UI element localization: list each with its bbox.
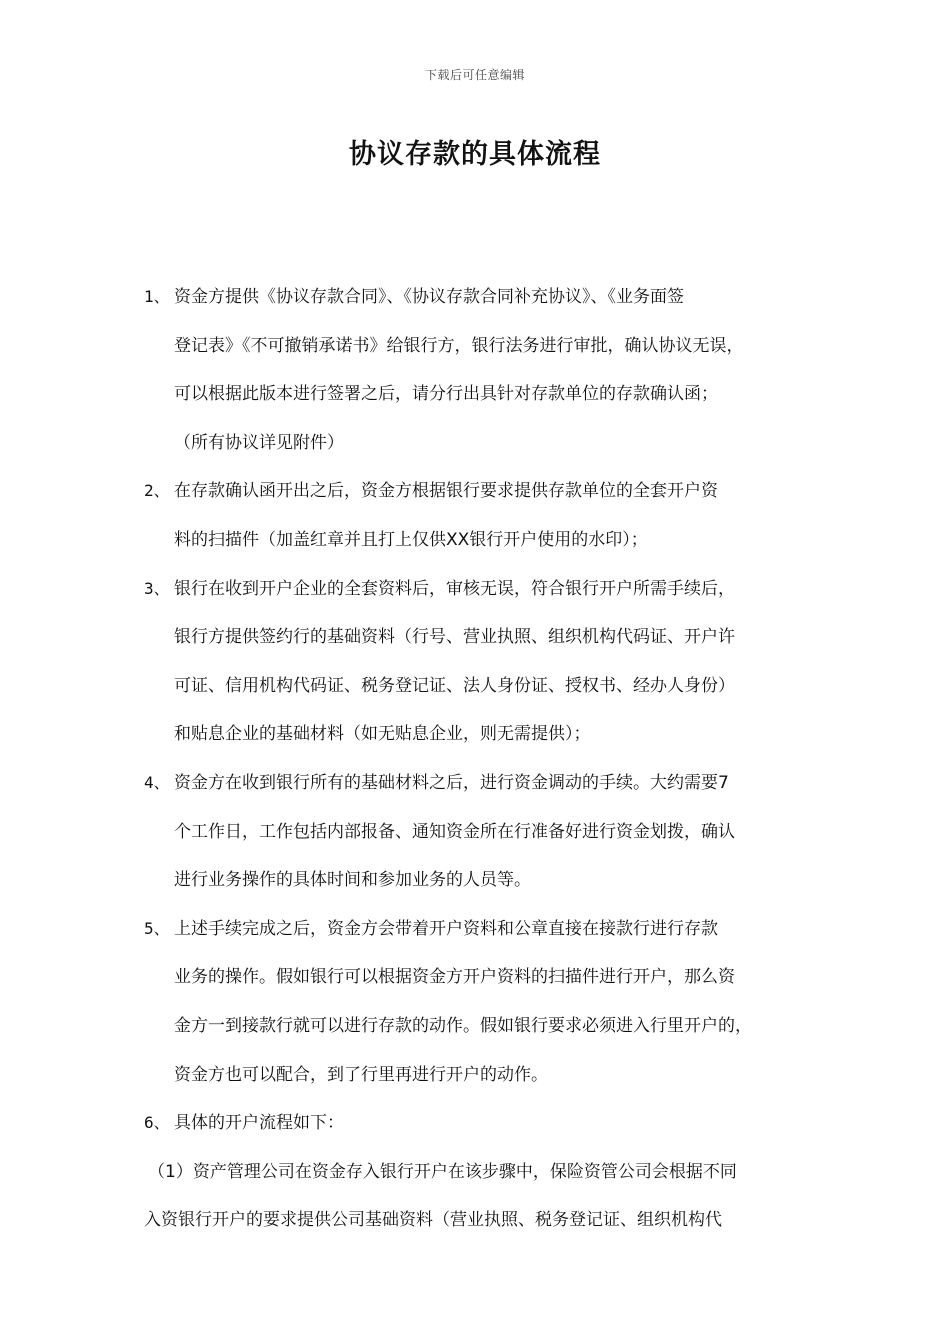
list-item [144, 273, 824, 467]
header-note: 下载后可任意编辑 [424, 68, 525, 82]
paragraph-line: （所有协议详见附件） [174, 432, 344, 453]
paragraph-line: 登记表》《不可撤销承诺书》给银行方，银行法务进行审批，确认协议无误， [174, 335, 744, 356]
list-item [144, 565, 824, 759]
paragraph-line: 可证、信用机构代码证、税务登记证、法人身份证、授权书、经办人身份） [174, 675, 735, 696]
paragraph-line: 料的扫描件（加盖红章并且打上仅供XX银行开户使用的水印）； [174, 529, 648, 550]
item-number: 4、 [144, 772, 170, 792]
paragraph-line: 在存款确认函开出之后，资金方根据银行要求提供存款单位的全套开户资 [174, 481, 718, 502]
paragraph-line: 个工作日，工作包括内部报备、通知资金所在行准备好进行资金划拨，确认 [174, 821, 735, 842]
document-body [144, 273, 824, 1245]
paragraph-line: 和贴息企业的基础材料（如无贴息企业，则无需提供）； [174, 724, 591, 745]
paragraph-line: 金方一到接款行就可以进行存款的动作。假如银行要求必须进入行里开户的， [174, 1015, 752, 1036]
item-number: 6、 [144, 1113, 170, 1133]
list-item [144, 759, 824, 905]
item-number: 5、 [144, 918, 170, 938]
paragraph-line: 可以根据此版本进行签署之后，请分行出具针对存款单位的存款确认函； [174, 384, 718, 405]
paragraph-line: （1）资产管理公司在资金存入银行开户在该步骤中，保险资管公司会根据不同 [148, 1161, 737, 1182]
list-item [144, 467, 824, 564]
paragraph-line: 上述手续完成之后，资金方会带着开户资料和公章直接在接款行进行存款 [174, 918, 718, 939]
paragraph-line: 业务的操作。假如银行可以根据资金方开户资料的扫描件进行开户，那么资 [174, 967, 735, 988]
item-number: 3、 [144, 578, 170, 598]
item-number: 1、 [144, 287, 170, 306]
paragraph-line: 资金方在收到银行所有的基础材料之后，进行资金调动的手续。大约需要7 [174, 772, 729, 793]
paragraph-line: 进行业务操作的具体时间和参加业务的人员等。 [174, 870, 531, 891]
sub-paragraph [144, 1148, 824, 1245]
paragraph-line: 银行在收到开户企业的全套资料后，审核无误，符合银行开户所需手续后， [174, 578, 735, 599]
list-item [144, 905, 824, 1099]
paragraph-line: 资金方也可以配合，到了行里再进行开户的动作。 [174, 1064, 548, 1085]
item-number: 2、 [144, 481, 170, 501]
list-item [144, 1099, 824, 1148]
paragraph-line: 资金方提供《协议存款合同》、《协议存款合同补充协议》、《业务面签 [174, 287, 684, 307]
paragraph-line: 入资银行开户的要求提供公司基础资料（营业执照、税务登记证、组织机构代 [144, 1210, 722, 1231]
paragraph-line: 具体的开户流程如下： [174, 1113, 344, 1134]
document-title: 协议存款的具体流程 [349, 139, 601, 170]
paragraph-line: 银行方提供签约行的基础资料（行号、营业执照、组织机构代码证、开户许 [174, 627, 735, 648]
